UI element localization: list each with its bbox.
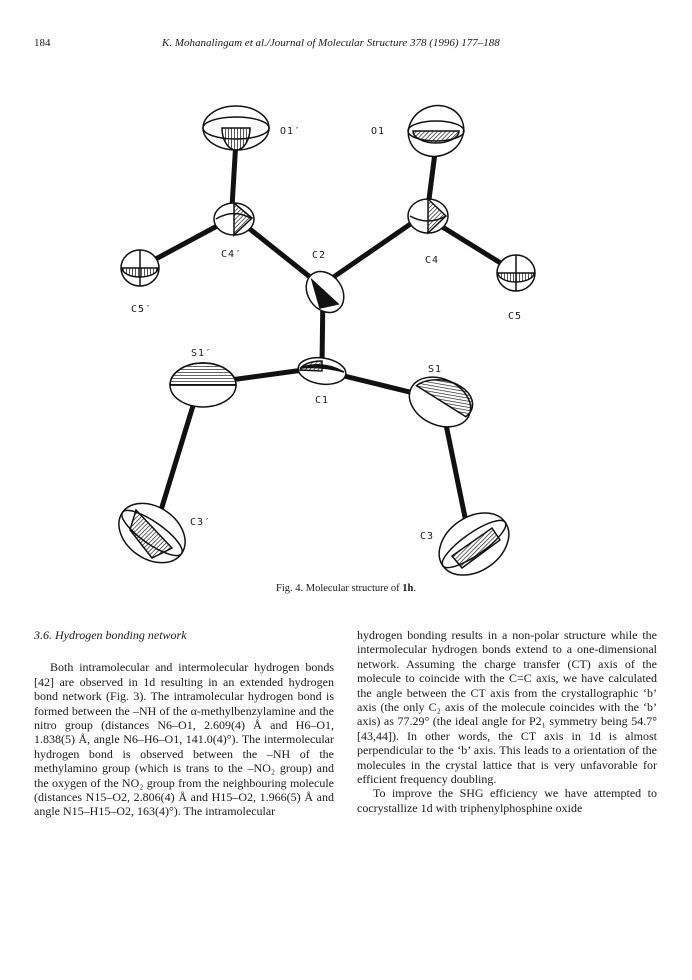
caption-suffix: . <box>413 583 416 594</box>
label-c5: C5 <box>508 311 523 322</box>
label-c2: C2 <box>312 250 327 261</box>
left-column <box>34 628 334 819</box>
section-title: 3.6. Hydrogen bonding network <box>34 628 187 642</box>
label-o1p: O1′ <box>280 126 302 137</box>
atom-c1 <box>296 355 347 387</box>
atom-c3p <box>108 491 197 575</box>
label-s1: S1 <box>428 364 443 375</box>
label-c4p: C4′ <box>221 249 243 260</box>
label-c1: C1 <box>315 395 330 406</box>
label-c4: C4 <box>425 255 440 266</box>
atom-o1 <box>401 98 471 164</box>
label-s1p: S1′ <box>191 348 213 359</box>
caption-compound: 1h <box>402 583 414 594</box>
right-paragraph-2: To improve the SHG efficiency we have attempted to cocrystallize 1d with triphenylphosphine oxide <box>357 786 657 815</box>
atom-c5p <box>121 250 159 286</box>
running-title: K. Mohanalingam et al./Journal of Molecular Structure 378 (1996) 177–188 <box>162 37 500 49</box>
atom-c4p <box>214 203 254 235</box>
page-number: 184 <box>34 37 51 49</box>
figure-caption <box>0 583 692 594</box>
bonds <box>152 140 507 527</box>
atom-o1p <box>203 106 269 150</box>
left-paragraph: Both intramolecular and intermolecular hydrogen bonds [42] are observed in 1d resulting in an extended hydrogen bond network (Fig. 3). The intramolecular hydrogen bond is formed between the –NH of the α-methylbenzylamine and the nitro group (distances N6–O1, 2.609(4) Å and H6–O1, 1.838(5) Å, angle N6–H6–O1, 141.0(4)°). The intermolecular hydrogen bond is observed between the –NH of the methylamino group (which is trans to the –NO₂ group) and the oxygen of the NO₂ group from the neighbouring molecule (distances N15–O2, 2.806(4) Å and H15–O2, 1.966(5) Å and angle N15–H15–O2, 163(4)°). The intramolecular <box>34 660 334 819</box>
atom-s1 <box>401 368 478 437</box>
atom-c5 <box>497 255 535 291</box>
atom-s1p <box>170 363 236 407</box>
right-paragraph-1: hydrogen bonding results in a non-polar structure while the intermolecular hydrogen bonds extend to a one-dimensional network. Assuming the charge transfer (CT) axis of the molecule to coincide with the C=C axis, we have calculated the angle between the CT axis from the crystallographic ‘b’ axis (the only C₂ axis of the molecule coincides with the ‘b’ axis) as 77.29° (the ideal angle for P2₁ symmetry being 54.7° [43,44]). In other words, the CT axis in 1d is almost perpendicular to the ‘b’ axis. This leads to a orientation of the molecules in the crystal lattice that is very unfavorable for efficient frequency doubling. <box>357 628 657 787</box>
atom-c3 <box>427 500 520 588</box>
label-c3p: C3′ <box>190 517 212 528</box>
caption-prefix: Fig. 4. Molecular structure of <box>276 583 403 594</box>
atom-c4 <box>408 199 448 233</box>
label-o1: O1 <box>371 126 386 137</box>
label-c5p: C5′ <box>131 304 153 315</box>
label-c3: C3 <box>420 531 435 542</box>
right-column <box>357 628 657 815</box>
bond-s1p-c3p <box>158 396 196 520</box>
bond-c2-c4 <box>322 216 422 285</box>
